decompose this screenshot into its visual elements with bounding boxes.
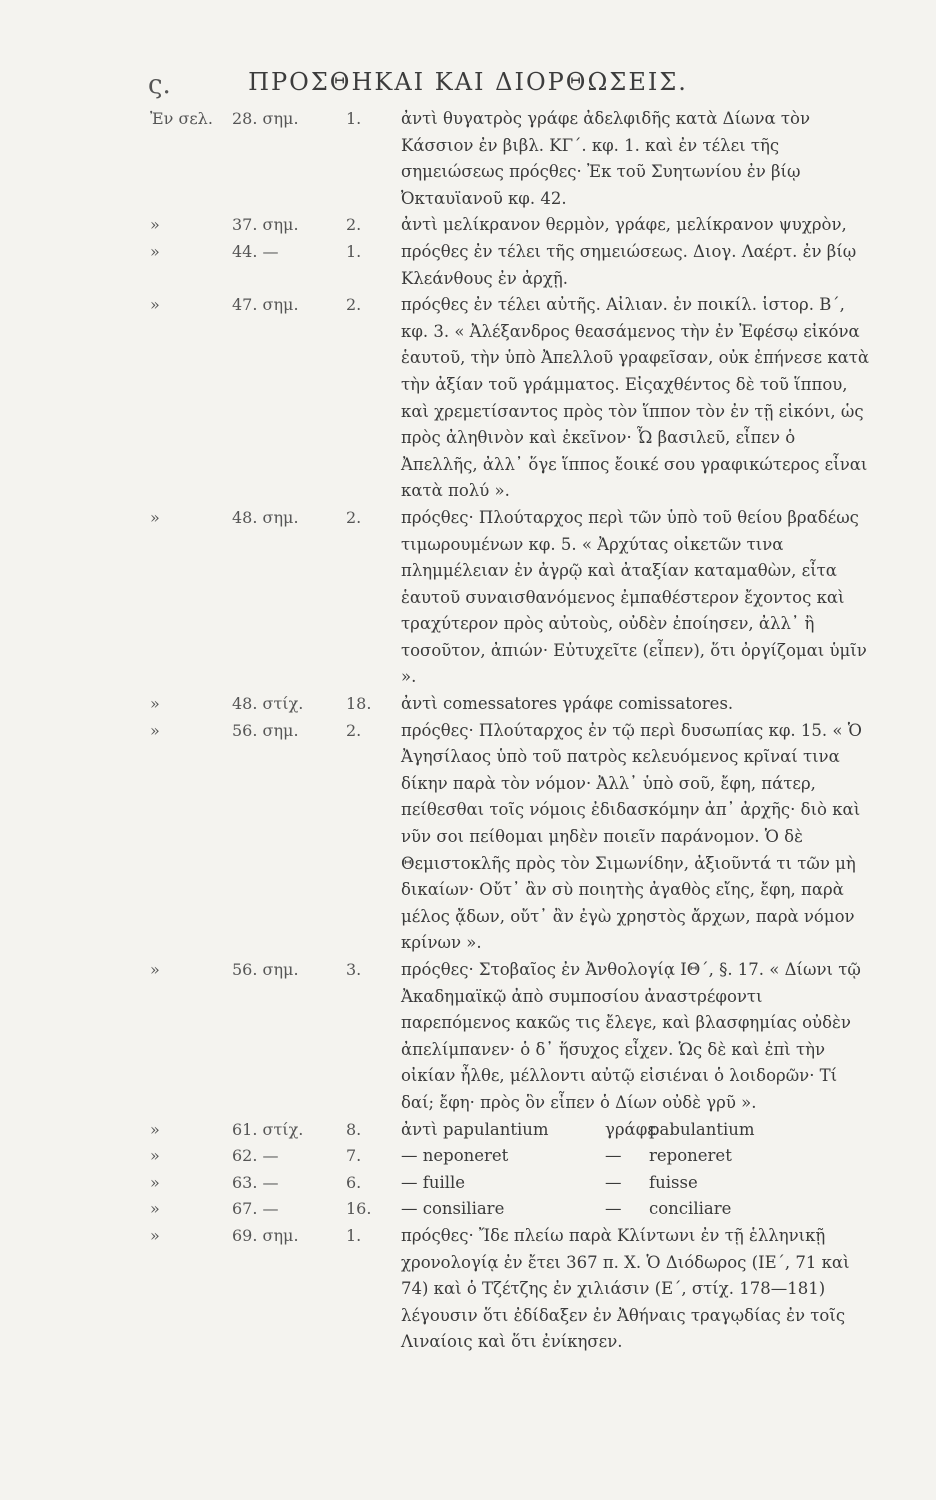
- entry-line-ref: 1.: [346, 109, 362, 128]
- entry-line-ref: 2.: [346, 507, 362, 527]
- correct-reading: pabulantium: [649, 1119, 755, 1139]
- entry-text: ἀντὶ comessatores γράφε comissatores.: [401, 694, 734, 714]
- entry-text: πρόςθες ἐν τέλει τῆς σημειώσεως. Διογ. Λαέρτ. ἐν βίῳ Κλεάνθους ἐν ἀρχῇ.: [401, 241, 857, 288]
- entry-text: πρόςθες· Ἴδε πλείω παρὰ Κλίντωνι ἐν τῇ ἑλληνικῇ χρονολογίᾳ ἐν ἔτει 367 π. Χ. Ὁ Διόδωρος (ΙΕ΄, 71 καὶ 74) καὶ ὁ Τζέτζης ἐν χιλιάσιν (Ε΄, στίχ. 178—181) λέγουσιν ὅτι ἐδίδαξεν ἐν Ἀθήναις τραγῳδίας ἐν τοῖς Λιναίοις καὶ ὅτι ἐνίκησεν.: [401, 1225, 850, 1352]
- entry-prefix: »: [150, 507, 160, 527]
- entry: [0, 212, 936, 239]
- entry-prefix: »: [150, 1225, 160, 1245]
- entry-text: πρόςθες ἐν τέλει αὐτῆς. Αἰλιαν. ἐν ποικίλ. ἱστορ. Β΄, κφ. 3. « Ἀλέξανδρος θεασάμενος τὴν ἐν Ἐφέσῳ εἰκόνα ἑαυτοῦ, τὴν ὑπὸ Ἀπελλοῦ γραφεῖσαν, οὐκ ἐπήνεσε κατὰ τὴν ἀξίαν τοῦ γράμματος. Εἰςαχθέντος δὲ τοῦ ἵππου, καὶ χρεμετίσαντος πρὸς τὸν ἵππον τὸν ἐν τῇ εἰκόνι, ὡς πρὸς ἀληθινὸν καὶ ἐκεῖνον· Ὦ βασιλεῦ, εἶπεν ὁ Ἀπελλῆς, ἀλλ᾽ ὅγε ἵππος ἔοικέ σου γραφικώτερος εἶναι κατὰ πολύ ».: [401, 295, 870, 501]
- entry-line-ref: 1.: [346, 1225, 362, 1245]
- entry-prefix: »: [150, 1172, 160, 1192]
- entry: [0, 691, 936, 718]
- entry-line-ref: 16.: [346, 1199, 372, 1219]
- correct-reading: reponeret: [649, 1146, 732, 1166]
- entry-page-ref: 47. σημ.: [232, 295, 299, 315]
- short-row: [0, 1196, 936, 1223]
- entry-prefix: Ἐν σελ.: [150, 109, 213, 128]
- entry-page-ref: 48. σημ.: [232, 507, 299, 527]
- entry-text: πρόςθες· Πλούταρχος ἐν τῷ περὶ δυσωπίας κφ. 15. « Ὁ Ἀγησίλαος ὑπὸ τοῦ πατρὸς κελευόμενος κρῖναί τινα δίκην παρὰ τὸν νόμον· Ἀλλ᾽ ὑπὸ σοῦ, ἔφη, πάτερ, πείθεσθαι τοῖς νόμοις ἐδιδασκόμην ἀπ᾽ ἀρχῆς· διὸ καὶ νῦν σοι πείθομαι μηδὲν ποιεῖν παράνομον. Ὁ δὲ Θεμιστοκλῆς πρὸς τὸν Σιμωνίδην, ἀξιοῦντά τι τῶν μὴ δικαίων· Οὔτ᾽ ἂν σὺ ποιητὴς ἀγαθὸς εἴης, ἔφη, παρὰ μέλος ᾄδων, οὔτ᾽ ἂν ἐγὼ χρηστὸς ἄρχων, παρὰ νόμον κρίνων ».: [401, 720, 862, 953]
- entry-page-ref: 61. στίχ.: [232, 1119, 304, 1139]
- entry-page-ref: 56. σημ.: [232, 960, 299, 979]
- entry-page-ref: 67. —: [232, 1199, 279, 1219]
- short-row: [0, 1117, 936, 1144]
- entry-page-ref: 28. σημ.: [232, 109, 299, 128]
- write-label: —: [605, 1199, 622, 1219]
- entry-line-ref: 2.: [346, 215, 362, 235]
- wrong-reading: — neponeret: [401, 1146, 509, 1166]
- entry-prefix: »: [150, 295, 160, 315]
- entry-page-ref: 63. —: [232, 1172, 279, 1192]
- correct-reading: fuisse: [649, 1172, 698, 1192]
- write-label: —: [605, 1172, 622, 1192]
- entry-line-ref: 7.: [346, 1146, 362, 1166]
- entry-line-ref: 8.: [346, 1119, 362, 1139]
- entry-line-ref: 2.: [346, 295, 362, 315]
- entry-text: ἀντὶ θυγατρὸς γράφε ἀδελφιδῆς κατὰ Δίωνα τὸν Κάσσιον ἐν βιβλ. ΚΓ΄. κφ. 1. καὶ ἐν τέλει τῆς σημειώσεως πρόςθες· Ἐκ τοῦ Συητωνίου ἐν βίῳ Ὀκταυϊανοῦ κφ. 42.: [401, 109, 811, 208]
- entry-prefix: »: [150, 1146, 160, 1166]
- entry-page-ref: 69. σημ.: [232, 1225, 299, 1245]
- entry-line-ref: 3.: [346, 960, 362, 979]
- entry: [0, 1223, 936, 1356]
- short-row: [0, 1143, 936, 1170]
- entry-prefix: »: [150, 1199, 160, 1219]
- entry-line-ref: 6.: [346, 1172, 362, 1192]
- entry-text: πρόςθες· Στοβαῖος ἐν Ἀνθολογίᾳ ΙΘ΄, §. 17. « Δίωνι τῷ Ἀκαδημαϊκῷ ἀπὸ συμποσίου ἀναστρέφοντι παρεπόμενος κακῶς τις ἔλεγε, καὶ βλασφημίας οὐδὲν ἀπελίμπανεν· ὁ δ᾽ ἥσυχος εἶχεν. Ὡς δὲ καὶ ἐπὶ τὴν οἰκίαν ἦλθε, μέλλοντι αὐτῷ εἰσιέναι ὁ λοιδορῶν· Τί δαί; ἔφη· πρὸς ὃν εἶπεν ὁ Δίων οὐδὲ γρῦ ».: [401, 960, 861, 1112]
- correct-reading: conciliare: [649, 1199, 732, 1219]
- entry: [0, 106, 936, 212]
- entry: [0, 239, 936, 292]
- correction-columns: [401, 1196, 871, 1223]
- entry-line-ref: 1.: [346, 241, 362, 261]
- corrections-list: [0, 106, 936, 1356]
- entry: [0, 957, 936, 1117]
- entry-text: ἀντὶ μελίκρανον θερμὸν, γράφε, μελίκρανον ψυχρὸν,: [401, 215, 847, 235]
- entry-prefix: »: [150, 215, 160, 235]
- page-title: ΠΡΟΣΘΗΚΑΙ ΚΑΙ ΔΙΟΡΘΩΣΕΙΣ.: [248, 68, 688, 96]
- short-row: [0, 1170, 936, 1197]
- correction-columns: [401, 1170, 871, 1197]
- entry-prefix: »: [150, 241, 160, 261]
- page-number: ς.: [148, 70, 171, 100]
- entry-prefix: »: [150, 1119, 160, 1139]
- write-label: —: [605, 1146, 622, 1166]
- entry-page-ref: 44. —: [232, 241, 279, 261]
- entry-page-ref: 56. σημ.: [232, 720, 299, 740]
- correction-columns: [401, 1117, 871, 1144]
- entry-prefix: »: [150, 720, 160, 740]
- entry: [0, 718, 936, 957]
- correction-columns: [401, 1143, 871, 1170]
- entry-page-ref: 62. —: [232, 1146, 279, 1166]
- wrong-reading: ἀντὶ papulantium: [401, 1119, 549, 1139]
- wrong-reading: — consiliare: [401, 1199, 505, 1219]
- entry: [0, 505, 936, 691]
- entry-text: πρόςθες· Πλούταρχος περὶ τῶν ὑπὸ τοῦ θείου βραδέως τιμωρουμένων κφ. 5. « Ἀρχύτας οἰκετῶν τινα πλημμέλειαν ἐν ἀγρῷ καὶ ἀταξίαν καταμαθὼν, εἶτα ἑαυτοῦ συναισθανόμενος ἐμπαθέστερον ἔχοντος καὶ τραχύτερον πρὸς αὐτοὺς, οὐδὲν ἐποίησεν, ἀλλ᾽ ἢ τοσοῦτον, ἀπιών· Εὐτυχεῖτε (εἶπεν), ὅτι ὀργίζομαι ὑμῖν ».: [401, 507, 867, 687]
- write-label: γράφε: [605, 1119, 656, 1139]
- entry: [0, 292, 936, 505]
- entry-page-ref: 48. στίχ.: [232, 694, 304, 714]
- entry-line-ref: 2.: [346, 720, 362, 740]
- entry-page-ref: 37. σημ.: [232, 215, 299, 235]
- entry-line-ref: 18.: [346, 694, 372, 714]
- entry-prefix: »: [150, 694, 160, 714]
- entry-prefix: »: [150, 960, 160, 979]
- wrong-reading: — fuille: [401, 1172, 466, 1192]
